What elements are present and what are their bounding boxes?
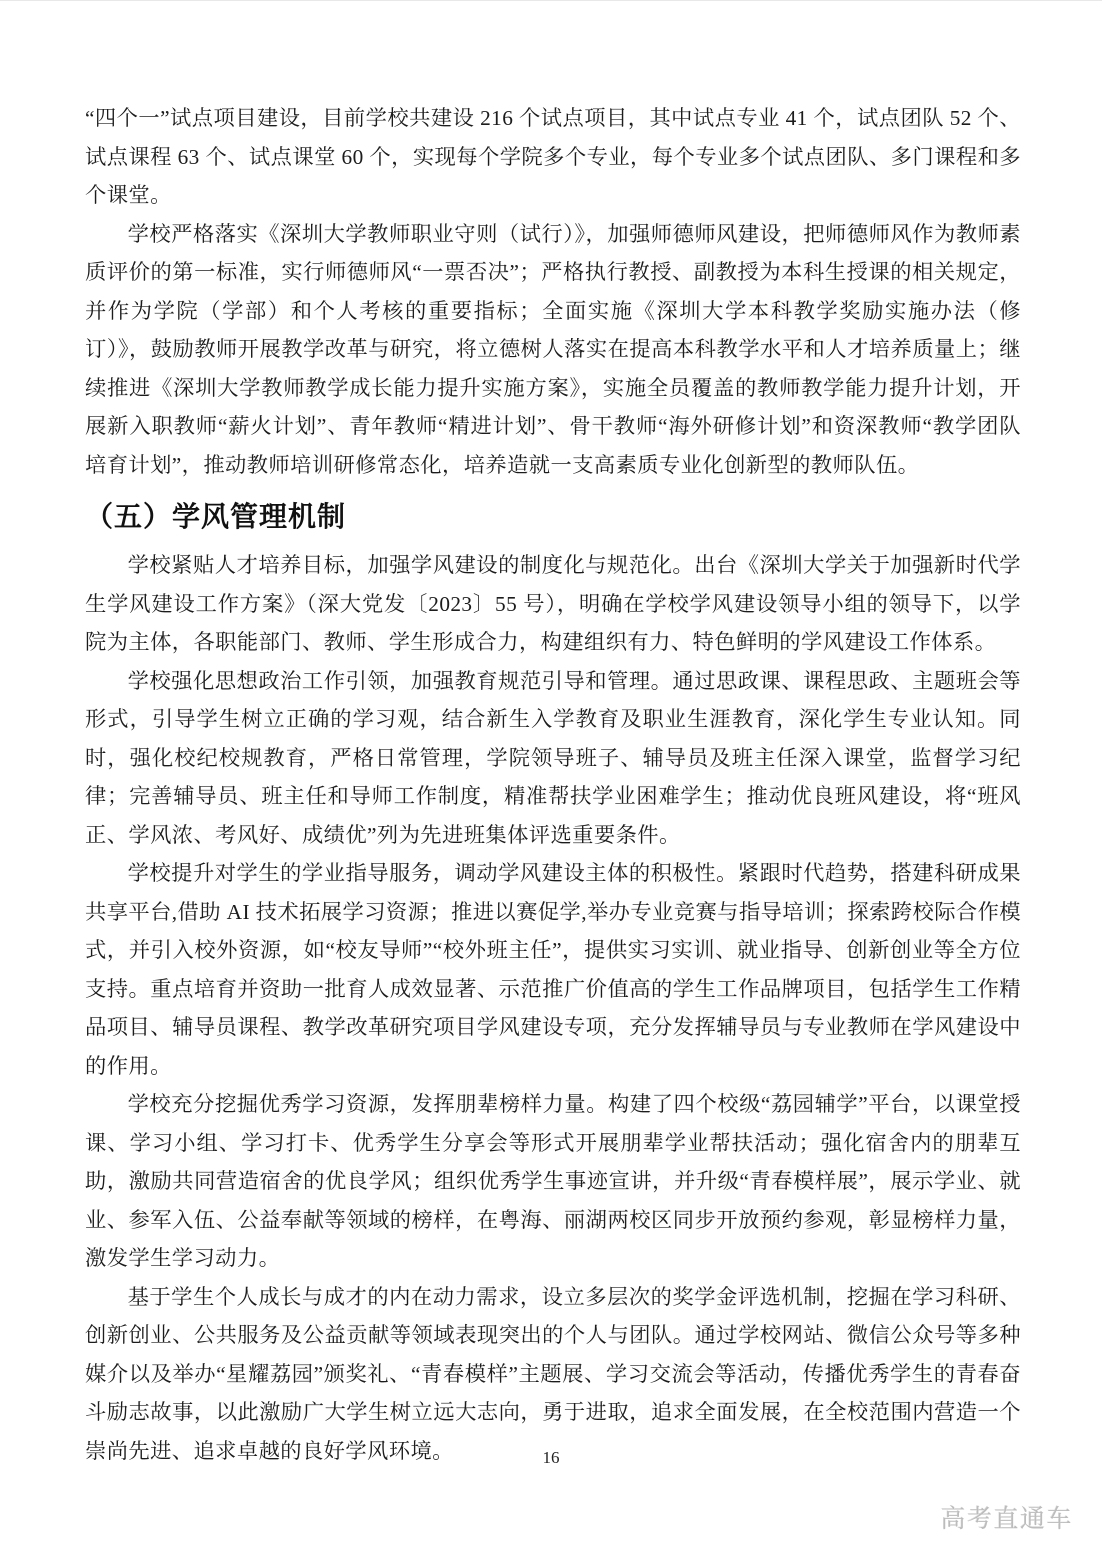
paragraph-pilot-projects: “四个一”试点项目建设，目前学校共建设 216 个试点项目，其中试点专业 41 个，试点团队 52 个、试点课程 63 个、试点课堂 60 个，实现每个学院多个专业，每个专业多个试点团队、多门课程和多个课堂。 bbox=[85, 106, 1021, 207]
paragraph-academic-guidance-services: 学校提升对学生的学业指导服务，调动学风建设主体的积极性。紧跟时代趋势，搭建科研成果共享平台,借助 AI 技术拓展学习资源；推进以赛促学,举办专业竞赛与指导培训；探索跨校际合作模式，并引入校外资源，如“校友导师”“校外班主任”，提供实习实训、就业指导、创新创业等全方位支持。重点培育并资助一批育人成效显著、示范推广价值高的学生工作品牌项目，包括学生工作精品项目、辅导员课程、教学改革研究项目学风建设专项，充分发挥辅导员与专业教师在学风建设中的作用。 bbox=[85, 861, 1021, 1078]
section-heading-study-style-management: （五）学风管理机制 bbox=[85, 501, 347, 532]
page-number: 16 bbox=[542, 1448, 560, 1467]
paragraph-teacher-ethics: 学校严格落实《深圳大学教师职业守则（试行）》，加强师德师风建设，把师德师风作为教师素质评价的第一标准，实行师德师风“一票否决”；严格执行教授、副教授为本科生授课的相关规定，并作为学院（学部）和个人考核的重要指标；全面实施《深圳大学本科教学奖励实施办法（修订）》，鼓励教师开展教学改革与研究，将立德树人落实在提高本科教学水平和人才培养质量上；继续推进《深圳大学教师教学成长能力提升实施方案》，实施全员覆盖的教师教学能力提升计划，开展新入职教师“薪火计划”、青年教师“精进计划”、骨干教师“海外研修计划”和资深教师“教学团队培育计划”，推动教师培训研修常态化，培养造就一支高素质专业化创新型的教师队伍。 bbox=[85, 221, 1021, 477]
paragraph-scholarship-mechanism: 基于学生个人成长与成才的内在动力需求，设立多层次的奖学金评选机制，挖掘在学习科研、创新创业、公共服务及公益贡献等领域表现突出的个人与团队。通过学校网站、微信公众号等多种媒介以及举办“星耀荔园”颁奖礼、“青春模样”主题展、学习交流会等活动，传播优秀学生的青春奋斗励志故事，以此激励广大学生树立远大志向，勇于进取，追求全面发展，在全校范围内营造一个崇尚先进、追求卓越的良好学风环境。 bbox=[85, 1284, 1021, 1463]
watermark-gaokao-zhitongche: 高考直通车 bbox=[940, 1505, 1073, 1533]
paragraph-ideological-guidance: 学校强化思想政治工作引领，加强教育规范引导和管理。通过思政课、课程思政、主题班会等形式，引导学生树立正确的学习观，结合新生入学教育及职业生涯教育，深化学生专业认知。同时，强化校纪校规教育，严格日常管理，学院领导班子、辅导员及班主任深入课堂，监督学习纪律；完善辅导员、班主任和导师工作制度，精准帮扶学业困难学生；推动优良班风建设，将“班风正、学风浓、考风好、成绩优”列为先进班集体评选重要条件。 bbox=[85, 668, 1021, 847]
paragraph-peer-role-models: 学校充分挖掘优秀学习资源，发挥朋辈榜样力量。构建了四个校级“荔园辅学”平台，以课堂授课、学习小组、学习打卡、优秀学生分享会等形式开展朋辈学业帮扶活动；强化宿舍内的朋辈互助，激励共同营造宿舍的优良学风；组织优秀学生事迹宣讲，并升级“青春模样展”，展示学业、就业、参军入伍、公益奉献等领域的榜样，在粤海、丽湖两校区同步开放预约参观，彰显榜样力量，激发学生学习动力。 bbox=[85, 1092, 1021, 1270]
page-content bbox=[85, 99, 1021, 1470]
paragraph-study-style-plan: 学校紧贴人才培养目标，加强学风建设的制度化与规范化。出台《深圳大学关于加强新时代学生学风建设工作方案》（深大党发〔2023〕55 号），明确在学校学风建设领导小组的领导下，以学院为主体，各职能部门、教师、学生形成合力，构建组织有力、特色鲜明的学风建设工作体系。 bbox=[85, 553, 1021, 654]
